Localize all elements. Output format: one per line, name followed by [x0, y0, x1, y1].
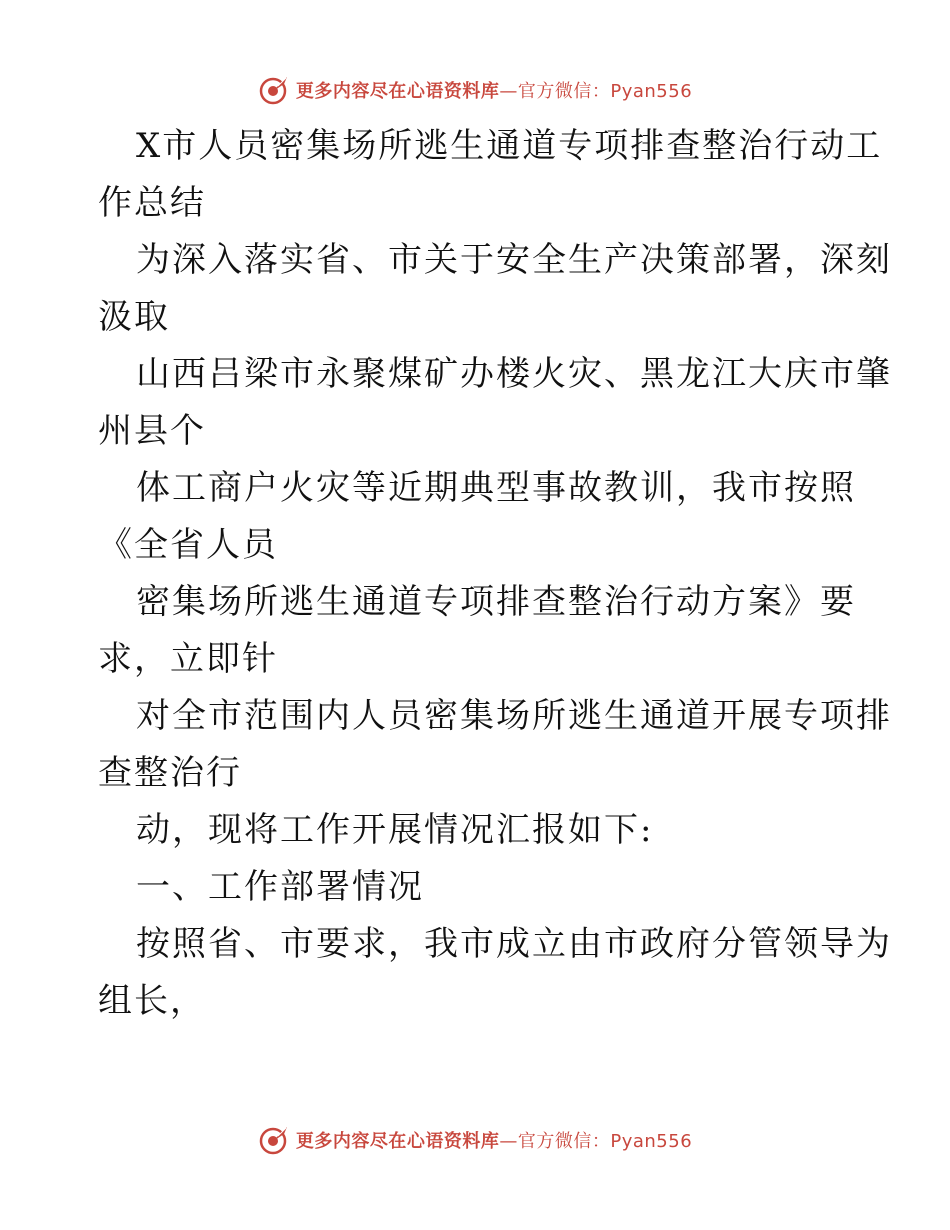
watermark-group	[258, 74, 692, 106]
footer-watermark	[0, 1120, 950, 1160]
doc-line: 组长，	[98, 981, 206, 1021]
doc-line: 按照省、市要求，我市成立由市政府分管领导为	[136, 924, 892, 964]
watermark-wechat-id: Pyan556	[610, 1131, 693, 1152]
watermark-main: 更多内容尽在心语资料库	[295, 1131, 500, 1152]
section-heading: 一、工作部署情况	[136, 867, 424, 907]
quill-logo-icon	[258, 1124, 290, 1156]
quill-logo-icon	[258, 74, 290, 106]
document-body	[98, 118, 892, 1030]
watermark-main: 更多内容尽在心语资料库	[295, 81, 500, 102]
doc-line: 查整治行	[98, 753, 242, 793]
doc-line: 为深入落实省、市关于安全生产决策部署，深刻	[136, 240, 892, 280]
doc-line: 山西吕梁市永聚煤矿办楼火灾、黑龙江大庆市肇	[136, 354, 892, 394]
doc-line: 体工商户火灾等近期典型事故教训，我市按照	[136, 468, 856, 508]
doc-line: 密集场所逃生通道专项排查整治行动方案》要	[136, 582, 856, 622]
watermark-wechat-id: Pyan556	[610, 81, 693, 102]
header-watermark	[0, 70, 950, 110]
watermark-text	[296, 1127, 692, 1153]
doc-line: 作总结	[98, 183, 206, 223]
doc-line: 对全市范围内人员密集场所逃生通道开展专项排	[136, 696, 892, 736]
watermark-wechat-label: 官方微信：	[517, 81, 611, 102]
doc-line: 州县个	[98, 411, 206, 451]
watermark-dash: —	[499, 1131, 518, 1152]
watermark-group	[258, 1124, 692, 1156]
doc-line: 汲取	[98, 297, 170, 337]
watermark-wechat-label: 官方微信：	[517, 1131, 611, 1152]
doc-line: X市人员密集场所逃生通道专项排查整治行动工	[136, 126, 883, 166]
doc-line: 《全省人员	[98, 525, 278, 565]
doc-line: 求，立即针	[98, 639, 278, 679]
doc-line: 动，现将工作开展情况汇报如下:	[136, 810, 654, 850]
watermark-dash: —	[499, 81, 518, 102]
watermark-text	[296, 77, 692, 103]
